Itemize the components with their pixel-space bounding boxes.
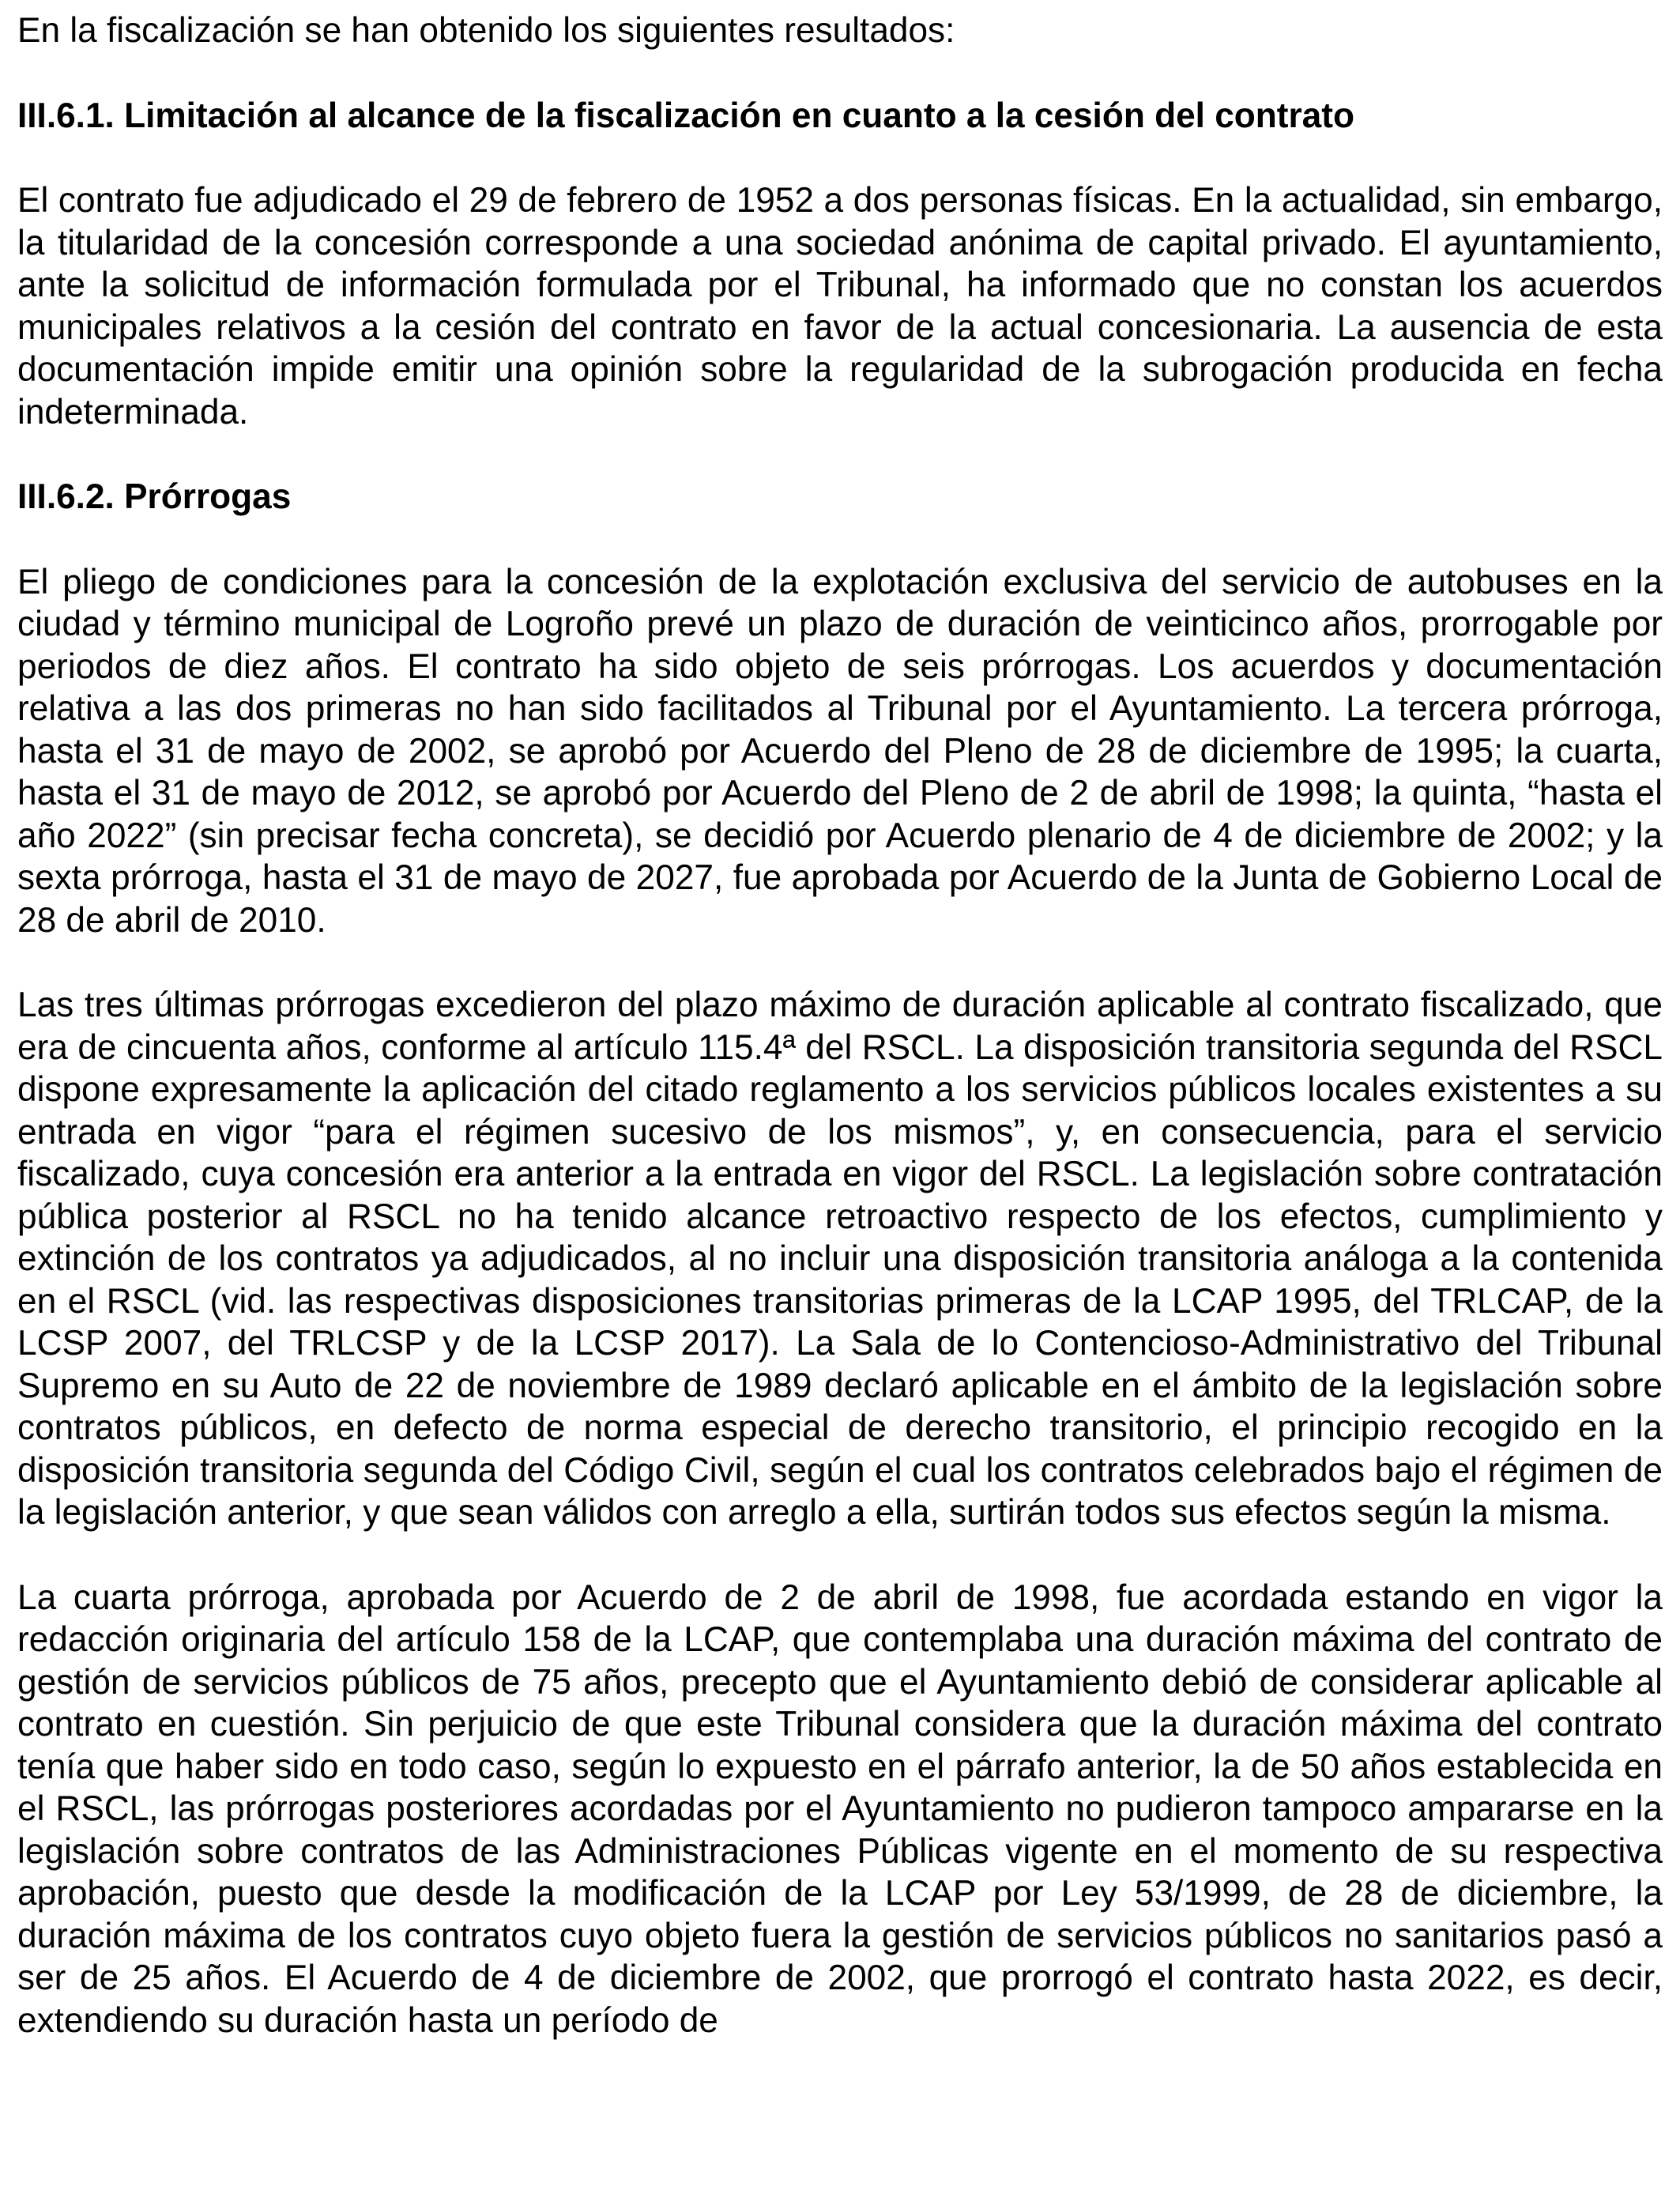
paragraph: La cuarta prórroga, aprobada por Acuerdo de 2 de abril de 1998, fue acordada estando en vigor la redacción originaria del artículo 158 de la LCAP, que contemplaba una duración máxima del contrato de gestión de servicios públicos de 75 años, precepto que el Ayuntamiento debió de considerar aplicable al contrato en cuestión. Sin perjuicio de que este Tribunal considera que la duración máxima del contrato tenía que haber sido en todo caso, según lo expuesto en el párrafo anterior, la de 50 años establecida en el RSCL, las prórrogas posteriores acordadas por el Ayuntamiento no pudieron tampoco ampararse en la legislación sobre contratos de las Administraciones Públicas vigente en el momento de su respectiva aprobación, puesto que desde la modificación de la LCAP por Ley 53/1999, de 28 de diciembre, la duración máxima de los contratos cuyo objeto fuera la gestión de servicios públicos no sanitarios pasó a ser de 25 años. El Acuerdo de 4 de diciembre de 2002, que prorrogó el contrato hasta 2022, es decir, extendiendo su duración hasta un período de	[17, 1578, 1663, 2040]
paragraph: Las tres últimas prórrogas excedieron del plazo máximo de duración aplicable al contrato fiscalizado, que era de cincuenta años, conforme al artículo 115.4ª del RSCL. La disposición transitoria segunda del RSCL dispone expresamente la aplicación del citado reglamento a los servicios públicos locales existentes a su entrada en vigor “para el régimen sucesivo de los mismos”, y, en consecuencia, para el servicio fiscalizado, cuya concesión era anterior a la entrada en vigor del RSCL. La legislación sobre contratación pública posterior al RSCL no ha tenido alcance retroactivo respecto de los efectos, cumplimiento y extinción de los contratos ya adjudicados, al no incluir una disposición transitoria análoga a la contenida en el RSCL (vid. las respectivas disposiciones transitorias primeras de la LCAP 1995, del TRLCAP, de la LCSP 2007, del TRLCSP y de la LCSP 2017). La Sala de lo Contencioso-Administrativo del Tribunal Supremo en su Auto de 22 de noviembre de 1989 declaró aplicable en el ámbito de la legislación sobre contratos públicos, en defecto de norma especial de derecho transitorio, el principio recogido en la disposición transitoria segunda del Código Civil, según el cual los contratos celebrados bajo el régimen de la legislación anterior, y que sean válidos con arreglo a ella, surtirán todos sus efectos según la misma.	[17, 986, 1663, 1532]
paragraph: El contrato fue adjudicado el 29 de febrero de 1952 a dos personas físicas. En la actualidad, sin embargo, la titularidad de la concesión corresponde a una sociedad anónima de capital privado. El ayuntamiento, ante la solicitud de información formulada por el Tribunal, ha informado que no constan los acuerdos municipales relativos a la cesión del contrato en favor de la actual concesionaria. La ausencia de esta documentación impide emitir una opinión sobre la regularidad de la subrogación producida en fecha indeterminada.	[17, 181, 1663, 432]
document-page	[17, 0, 1663, 2041]
paragraph: El pliego de condiciones para la concesión de la explotación exclusiva del servicio de autobuses en la ciudad y término municipal de Logroño prevé un plazo de duración de veinticinco años, prorrogable por periodos de diez años. El contrato ha sido objeto de seis prórrogas. Los acuerdos y documentación relativa a las dos primeras no han sido facilitados al Tribunal por el Ayuntamiento. La tercera prórroga, hasta el 31 de mayo de 2002, se aprobó por Acuerdo del Pleno de 28 de diciembre de 1995; la cuarta, hasta el 31 de mayo de 2012, se aprobó por Acuerdo del Pleno de 2 de abril de 1998; la quinta, “hasta el año 2022” (sin precisar fecha concreta), se decidió por Acuerdo plenario de 4 de diciembre de 2002; y la sexta prórroga, hasta el 31 de mayo de 2027, fue aprobada por Acuerdo de la Junta de Gobierno Local de 28 de abril de 2010.	[17, 562, 1663, 940]
section-heading-limitacion: III.6.1. Limitación al alcance de la fiscalización en cuanto a la cesión del contrato	[17, 96, 1354, 135]
section-heading-prorrogas: III.6.2. Prórrogas	[17, 477, 292, 516]
intro-text: En la fiscalización se han obtenido los siguientes resultados:	[17, 11, 955, 50]
